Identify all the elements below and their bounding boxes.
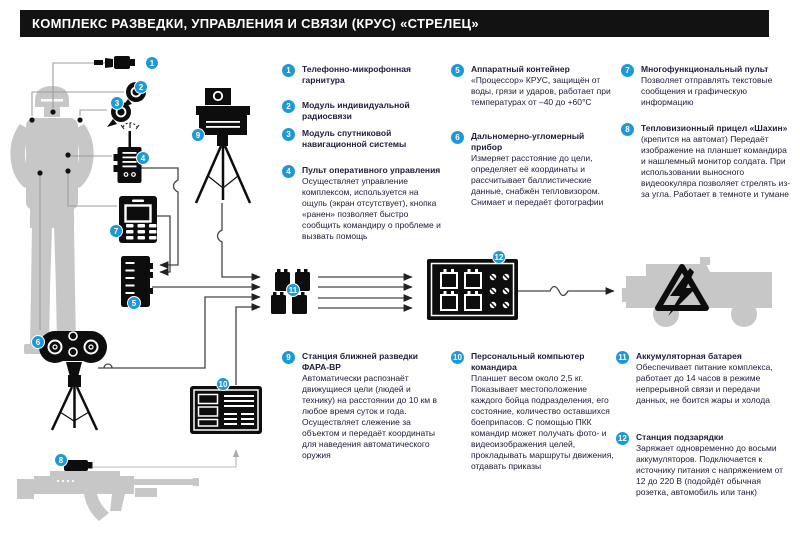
legend-item-11 [616, 351, 794, 406]
item-description: (крепится на автомат) Передаёт изображение на планшет командира и нашлемный монитор солдата. При использовании выносного видеоокуляра позволяет стрелять из-за угла. Работает в темноте и тумане [641, 134, 791, 199]
fara-vr-radar-icon [196, 88, 250, 203]
item-number-badge: 10 [451, 351, 464, 364]
item-title: Дальномерно-угломерный прибор [471, 131, 585, 152]
diagram-badge-2: 2 [134, 80, 148, 94]
charging-station-device [427, 259, 518, 320]
multifunction-terminal-device [119, 196, 157, 243]
item-title: Станция ближней разведки ФАРА-ВР [302, 351, 419, 372]
legend-item-9 [282, 351, 444, 461]
item-title: Модуль спутниковой навигационной системы [302, 128, 407, 149]
item-description: Обеспечивает питание комплекса, работает до 14 часов в режиме непрерывной связи и передачи данных, не боится жары и холода [636, 362, 773, 405]
item-title: Аккумуляторная батарея [636, 351, 742, 361]
item-description: Планшет весом около 2,5 кг. Показывает местоположение каждого бойца подразделения, его состояние, количество оставшихся боеприпасов. С помощью ПКК командир может получать фото- и видеоизображения целей, прокладывать маршруты движения, отдавать приказы [471, 373, 614, 471]
item-title: Аппаратный контейнер [471, 64, 570, 74]
commander-tablet-device [190, 386, 262, 434]
diagram-badge-5: 5 [127, 296, 141, 310]
item-number-badge: 12 [616, 432, 629, 445]
item-title: Персональный компьютер командира [471, 351, 585, 372]
legend-item-10 [451, 351, 615, 472]
item-number-badge: 1 [282, 64, 295, 77]
legend-item-1 [282, 64, 442, 86]
legend-item-12 [616, 432, 794, 498]
item-title: Станция подзарядки [636, 432, 724, 442]
rangefinder-binoculars-icon [39, 331, 107, 430]
item-title: Модуль индивидуальной радиосвязи [302, 100, 410, 121]
item-number-badge: 5 [451, 64, 464, 77]
headset-icon [94, 56, 135, 69]
item-description: Позволяет отправлять текстовые сообщения и графическую информацию [641, 75, 773, 107]
item-number-badge: 11 [616, 351, 629, 364]
soldier-silhouette [10, 86, 93, 354]
item-description: Автоматически распознаёт движущиеся цели (людей и технику) на расстоянии до 10 км в любое время суток и года. Осуществляет слежение за объектом и передаёт координаты для наведения автоматического оружия [302, 373, 438, 460]
legend-item-3 [282, 128, 442, 150]
diagram-badge-8: 8 [54, 453, 68, 467]
item-title: Пульт оперативного управления [302, 165, 441, 175]
legend-item-6 [451, 131, 613, 208]
diagram-badge-7: 7 [109, 224, 123, 238]
item-number-badge: 6 [451, 131, 464, 144]
diagram-badge-9: 9 [191, 128, 205, 142]
item-title: Тепловизионный прицел «Шахин» [641, 123, 788, 133]
diagram-badge-3: 3 [110, 96, 124, 110]
diagram-badge-4: 4 [136, 151, 150, 165]
item-title: Телефонно-микрофонная гарнитура [302, 64, 411, 85]
item-number-badge: 2 [282, 100, 295, 113]
legend-item-8 [621, 123, 793, 200]
diagram-badge-6: 6 [31, 335, 45, 349]
item-number-badge: 7 [621, 64, 634, 77]
thermal-sight-icon [64, 460, 93, 471]
legend-item-5 [451, 64, 613, 108]
page-title: КОМПЛЕКС РАЗВЕДКИ, УПРАВЛЕНИЯ И СВЯЗИ (КРУС) «СТРЕЛЕЦ» [32, 16, 479, 31]
item-number-badge: 4 [282, 165, 295, 178]
item-title: Многофункциональный пульт [641, 64, 769, 74]
rifle-silhouette [17, 471, 199, 521]
item-number-badge: 8 [621, 123, 634, 136]
item-description: «Процессор» КРУС, защищён от воды, грязи и ударов, работает при температурах от –40 до +60°С [471, 75, 611, 107]
legend-item-2 [282, 100, 442, 122]
diagram-badge-11: 11 [286, 283, 300, 297]
diagram-badge-12: 12 [492, 250, 506, 264]
item-description: Осуществляет управление комплексом, используется на ощупь (экран отсутствует), кнопка «ранен» позволяет быстро сообщить командиру о проблеме и вызвать помощь [302, 176, 441, 241]
legend-item-7 [621, 64, 793, 108]
item-number-badge: 3 [282, 128, 295, 141]
item-description: Измеряет расстояние до цели, определяет её координаты и рассчитывает баллистические данные, снабжён тепловизором. Снимает и передаёт фотографии [471, 153, 604, 207]
legend-item-4 [282, 165, 444, 242]
item-number-badge: 9 [282, 351, 295, 364]
item-description: Заряжает одновременно до восьми аккумуляторов. Подключается к источнику питания с напряжением от 12 до 220 В (подойдёт обычная розетка, автомобиль или танк) [636, 443, 784, 497]
diagram-badge-10: 10 [216, 377, 230, 391]
diagram-badge-1: 1 [145, 56, 159, 70]
